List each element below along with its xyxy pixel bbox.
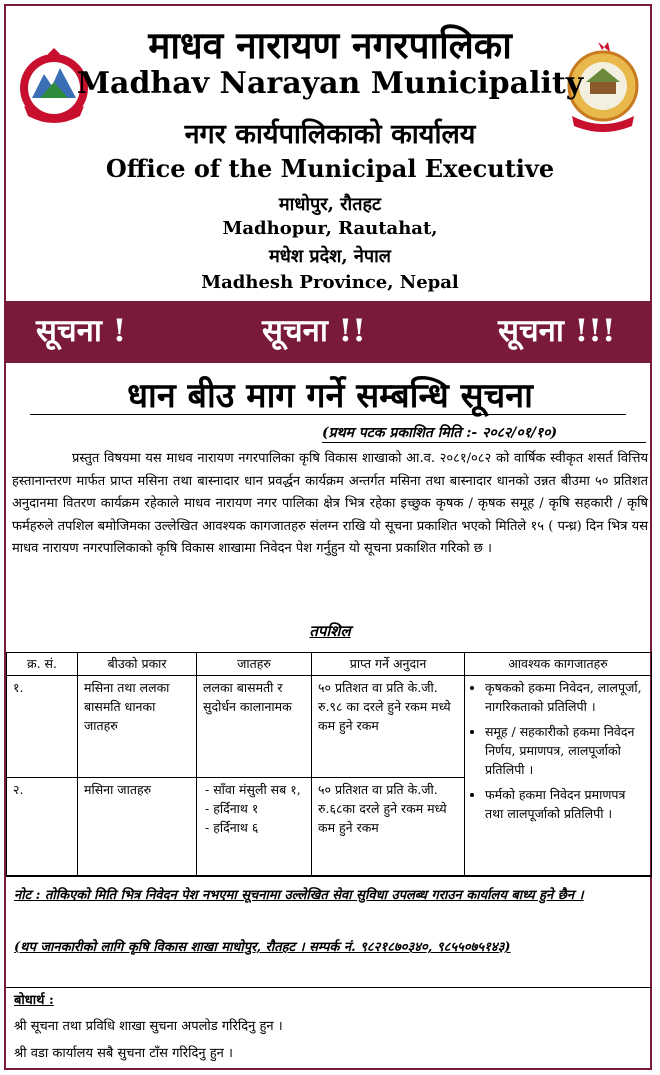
cc-line: श्री वडा कार्यालय सबै सुचना टाँस गरिदिनु हुन ।	[14, 1046, 233, 1061]
document-item: • कृषकको हकमा निवेदन, लालपूर्जा, नागरिकताको प्रतिलिपी ।	[485, 678, 645, 716]
banner-label-2: सूचना !!	[262, 313, 366, 349]
required-documents	[465, 676, 652, 876]
cc-heading: बोधार्थ :	[14, 993, 54, 1008]
table-row	[7, 676, 652, 778]
cc-line: श्री सूचना तथा प्रविधि शाखा सुचना अपलोड गरिदिनु हुन ।	[14, 1019, 283, 1034]
col-header-varieties: जातहरु	[197, 653, 312, 676]
notice-title: धान बीउ माग गर्ने सम्बन्धि सूचना	[127, 376, 533, 416]
notice-banner	[6, 301, 652, 363]
title-underline	[30, 414, 626, 415]
variety-item: - हर्दिनाथ ६	[205, 820, 259, 835]
row-sn: २.	[7, 778, 78, 876]
publish-date: (प्रथम पटक प्रकाशित मिति :- २०८२/०१/१०)	[322, 425, 558, 441]
seed-table	[6, 652, 652, 876]
row-subsidy: ५० प्रतिशत वा प्रति के.जी. रु.९८ का दरले हुने रकम मध्ये कम हुने रकम	[312, 676, 465, 778]
row-varieties: ललका बासमती र सुदोर्धन कालानामक	[197, 676, 312, 778]
banner-label-1: सूचना !	[36, 313, 127, 349]
document-item: • समूह / सहकारीको हकमा निवेदन निर्णय, प्रमाणपत्र, लालपूर्जाको प्रतिलिपी ।	[485, 722, 645, 779]
municipality-name-en: Madhav Narayan Municipality	[76, 66, 584, 101]
row-seed-type: मसिना जातहरु	[78, 778, 197, 876]
municipality-name-np: माधव नारायण नगरपालिका	[148, 23, 512, 67]
notice-paragraph: प्रस्तुत विषयमा यस माधव नारायण नगरपालिका कृषि विकास शाखाको आ.व. २०८१/०८२ को वार्षिक स्वीकृत शसर्त वित्तिय हस्तानान्तरण मार्फत प्राप्त मसिना तथा बास्नादार धान प्रवर्द्धन कार्यक्रम अन्तर्गत मसिना तथा बास्नादार धानको उन्नत बीउमा ५० प्रतिशत अनुदानमा वितरण कार्यक्रम रहेकाले माधव नारायण नगर पालिका क्षेत्र भित्र रहेका इच्छुक कृषक / कृषक समूह / कृषि सहकारी / कृषि फर्महरुले तपशिल बमोजिमका उल्लेखित आवश्यक कागजातहरु संलग्न राखि यो सूचना प्रकाशित भएको मितिले १५ ( पन्ध्र) दिन भित्र यस माधव नारायण नगरपालिकाको कृषि विकास शाखामा निवेदन पेश गर्नुहुन यो सूचना प्रकाशित गरिको छ ।	[12, 451, 648, 556]
notice-body	[12, 448, 648, 561]
variety-item: - हर्दिनाथ १	[205, 801, 259, 816]
col-header-subsidy: प्राप्त गर्ने अनुदान	[312, 653, 465, 676]
address-np: माधोपुर, रौतहट	[278, 194, 382, 215]
table-header-row	[7, 653, 652, 676]
variety-item: - साँवा मंसुली सब १,	[205, 782, 301, 797]
row-sn: १.	[7, 676, 78, 778]
row-seed-type: मसिना तथा ललका बासमति धानका जातहरु	[78, 676, 197, 778]
contact-text: (थप जानकारीको लागि कृषि विकास शाखा माधोपुर, रौतहट । सम्पर्क नं. ९८२१८७०३४०, ९८५५०७५१४३)	[14, 940, 511, 955]
row-subsidy: ५० प्रतिशत वा प्रति के.जी. रु.६८का दरले हुने रकम मध्ये कम हुने रकम	[312, 778, 465, 876]
office-name-en: Office of the Municipal Executive	[105, 154, 555, 183]
province-en: Madhesh Province, Nepal	[201, 272, 459, 293]
details-heading: तपशिल	[309, 622, 351, 640]
publish-date-underline	[322, 442, 646, 443]
col-header-seed-type: बीउको प्रकार	[78, 653, 197, 676]
note-text: नोट : तोकिएको मिति भित्र निवेदन पेश नभएमा सूचनामा उल्लेखित सेवा सुविधा उपलब्ध गराउन कार्यालय बाध्य हुने छैन ।	[14, 888, 584, 903]
office-name-np: नगर कार्यपालिकाको कार्यालय	[184, 119, 476, 150]
col-header-sn: क्र. सं.	[7, 653, 78, 676]
province-np: मधेश प्रदेश, नेपाल	[269, 246, 391, 267]
col-header-documents: आवश्यक कागजातहरु	[465, 653, 652, 676]
letterhead	[0, 0, 660, 300]
banner-label-3: सूचना !!!	[498, 313, 616, 349]
row-varieties	[197, 778, 312, 876]
document-item: • फर्मको हकमा निवेदन प्रमाणपत्र तथा लालपूर्जाको प्रतिलिपी ।	[485, 785, 645, 823]
address-en: Madhopur, Rautahat,	[222, 218, 438, 239]
